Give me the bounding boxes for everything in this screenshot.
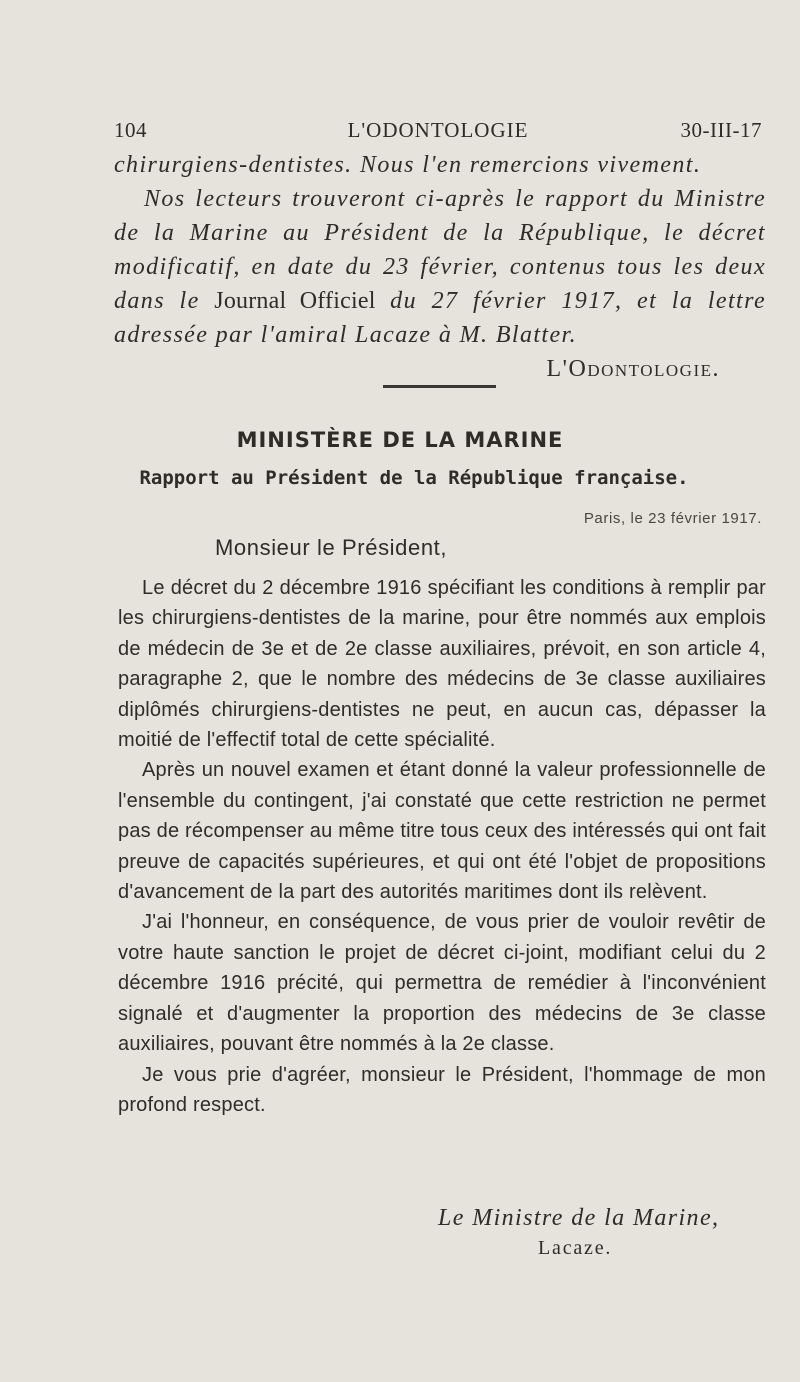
section-divider bbox=[383, 385, 496, 388]
intro-paragraph bbox=[114, 182, 766, 352]
body-paragraph: Je vous prie d'agréer, monsieur le Président, l'hommage de mon profond respect. bbox=[118, 1063, 766, 1116]
body-paragraph: J'ai l'honneur, en conséquence, de vous prier de vouloir revêtir de votre haute sanction le projet de décret ci-joint, modifiant celui du 2 décembre 1916 précité, qui permettra de remédier à l'inconvénient signalé et d'augmenter la proportion des médecins de 3e classe auxiliaires, pouvant être nommés à la 2e classe. bbox=[118, 911, 766, 1056]
page-number: 104 bbox=[114, 118, 147, 142]
intro-text-after: du 27 février 1917, et la lettre adressée par l'amiral Lacaze à M. Blatter. bbox=[114, 288, 766, 348]
report-title: Rapport au Président de la République française. bbox=[139, 467, 689, 489]
intro-text bbox=[114, 148, 766, 386]
intro-text-before: Nos lecteurs trouveront ci-après le rapport du Ministre de la Marine au Président de la République, le décret modificatif, en date du 23 février, contenus tous les deux dans le bbox=[114, 186, 766, 314]
body-paragraph: Après un nouvel examen et étant donné la valeur professionnelle de l'ensemble du contingent, j'ai constaté que cette restriction ne permet pas de récompenser au même titre tous ceux des intéressés qui ont fait preuve de capacités supérieures, et qui ont été l'objet de propositions d'avancement de la part des autorités maritimes dont ils relèvent. bbox=[118, 759, 766, 904]
ministry-heading: MINISTÈRE DE LA MARINE bbox=[236, 428, 564, 452]
journal-name: Journal Officiel bbox=[214, 288, 376, 314]
salutation: Monsieur le Président, bbox=[215, 535, 448, 560]
closing-name: Lacaze. bbox=[538, 1237, 613, 1259]
running-title: L'ODONTOLOGIE bbox=[347, 118, 529, 142]
body-paragraph: Le décret du 2 décembre 1916 spécifiant les conditions à remplir par les chirurgiens-dentistes de la marine, pour être nommés aux emplois de médecin de 3e et de 2e classe auxiliaires, prévoit, en son article 4, paragraphe 2, que le nombre des médecins de 3e classe auxiliaires diplômés chirurgiens-dentistes ne peut, en aucun cas, dépasser la moitié de l'effectif total de cette spécialité. bbox=[118, 577, 766, 752]
report-body bbox=[118, 573, 766, 1120]
intro-signature: L'Odontologie. bbox=[546, 356, 720, 382]
place-date: Paris, le 23 février 1917. bbox=[583, 510, 762, 527]
closing-title: Le Ministre de la Marine, bbox=[438, 1205, 720, 1231]
issue-date: 30-III-17 bbox=[680, 118, 762, 142]
intro-line: chirurgiens-dentistes. Nous l'en remercions vivement. bbox=[114, 152, 702, 178]
